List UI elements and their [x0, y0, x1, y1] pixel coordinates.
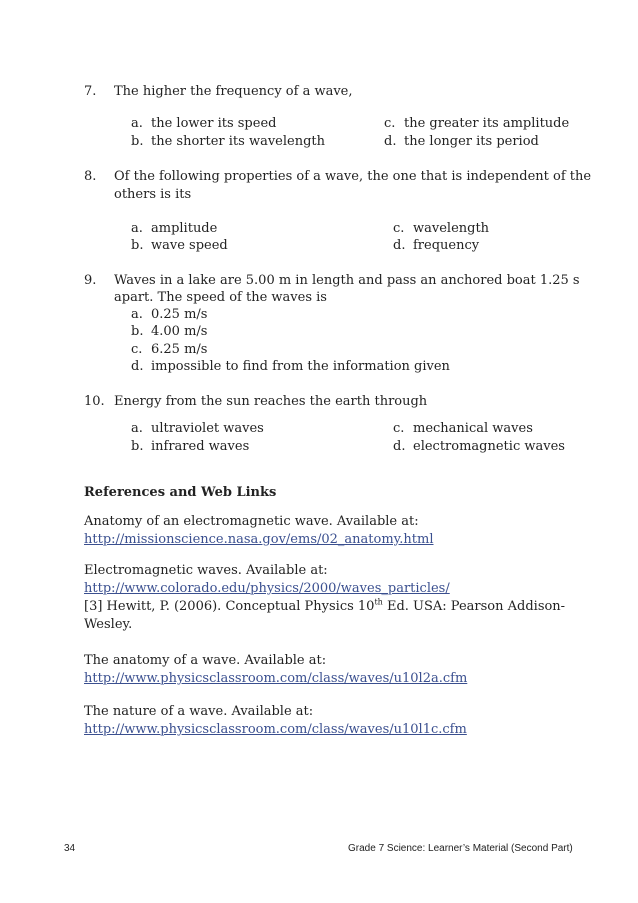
- question-10-option-b-letter: b.: [131, 439, 144, 454]
- question-9-option-a-letter: a.: [131, 307, 143, 322]
- question-8-option-a-letter: a.: [131, 221, 143, 236]
- question-10-stem: Energy from the sun reaches the earth through: [114, 394, 428, 409]
- question-10-option-c: mechanical waves: [413, 421, 533, 436]
- reference-3-link[interactable]: http://www.physicsclassroom.com/class/waves/u10l2a.cfm: [84, 671, 468, 686]
- question-10-option-b: infrared waves: [151, 439, 250, 454]
- question-8-option-c: wavelength: [413, 221, 490, 236]
- question-8-stem-line-2: others is its: [114, 187, 192, 202]
- question-8-stem-line-1: Of the following properties of a wave, the one that is independent of the: [114, 169, 592, 184]
- question-7-option-b-letter: b.: [131, 134, 144, 149]
- question-8-number: 8.: [84, 169, 97, 184]
- reference-3-title: The anatomy of a wave. Available at:: [84, 653, 327, 668]
- question-10-number: 10.: [84, 394, 105, 409]
- reference-hewitt-sup: th: [374, 597, 383, 607]
- question-9-stem-line-1: Waves in a lake are 5.00 m in length and pass an anchored boat 1.25 s: [114, 273, 580, 288]
- reference-4-title: The nature of a wave. Available at:: [84, 704, 314, 719]
- question-9-stem-line-2: apart. The speed of the waves is: [114, 290, 327, 305]
- reference-hewitt-pre: [3] Hewitt, P. (2006). Conceptual Physics 10: [84, 599, 375, 614]
- question-8-option-a: amplitude: [151, 221, 218, 236]
- question-8-option-d-letter: d.: [393, 238, 406, 253]
- question-7-option-c-letter: c.: [384, 116, 396, 131]
- question-9-number: 9.: [84, 273, 97, 288]
- reference-1-link[interactable]: http://missionscience.nasa.gov/ems/02_anatomy.html: [84, 532, 434, 547]
- references-heading: References and Web Links: [84, 485, 277, 500]
- question-7-option-d-letter: d.: [384, 134, 397, 149]
- question-10-option-a: ultraviolet waves: [151, 421, 264, 436]
- question-8-option-c-letter: c.: [393, 221, 405, 236]
- question-9-option-d-letter: d.: [131, 359, 144, 374]
- question-9-option-c-letter: c.: [131, 342, 143, 357]
- question-7-option-a-letter: a.: [131, 116, 143, 131]
- question-8-option-b: wave speed: [151, 238, 228, 253]
- question-8-option-d: frequency: [413, 238, 480, 253]
- question-7-option-d: the longer its period: [404, 134, 539, 149]
- question-10-option-c-letter: c.: [393, 421, 405, 436]
- question-9-option-c: 6.25 m/s: [151, 342, 208, 357]
- reference-hewitt-line-2: Wesley.: [84, 617, 133, 632]
- question-7-option-a: the lower its speed: [151, 116, 277, 131]
- question-9-option-d: impossible to find from the information given: [151, 359, 450, 374]
- question-9-option-a: 0.25 m/s: [151, 307, 208, 322]
- footer-text: Grade 7 Science: Learner’s Material (Second Part): [348, 843, 573, 854]
- reference-hewitt-post: Ed. USA: Pearson Addison-: [382, 599, 566, 614]
- question-10-option-d: electromagnetic waves: [413, 439, 565, 454]
- question-9-option-b-letter: b.: [131, 324, 144, 339]
- question-9-option-b: 4.00 m/s: [151, 324, 208, 339]
- question-10-option-a-letter: a.: [131, 421, 143, 436]
- question-8-option-b-letter: b.: [131, 238, 144, 253]
- question-10-option-d-letter: d.: [393, 439, 406, 454]
- reference-4-link[interactable]: http://www.physicsclassroom.com/class/waves/u10l1c.cfm: [84, 722, 467, 737]
- question-7-option-c: the greater its amplitude: [404, 116, 570, 131]
- reference-2-link[interactable]: http://www.colorado.edu/physics/2000/waves_particles/: [84, 581, 450, 596]
- question-7-number: 7.: [84, 84, 97, 99]
- question-7-option-b: the shorter its wavelength: [151, 134, 326, 149]
- reference-hewitt-line-1: [84, 598, 565, 616]
- question-7-stem: The higher the frequency of a wave,: [114, 84, 353, 99]
- reference-1-title: Anatomy of an electromagnetic wave. Available at:: [84, 514, 419, 529]
- reference-2-title: Electromagnetic waves. Available at:: [84, 563, 328, 578]
- page-number: 34: [64, 843, 76, 854]
